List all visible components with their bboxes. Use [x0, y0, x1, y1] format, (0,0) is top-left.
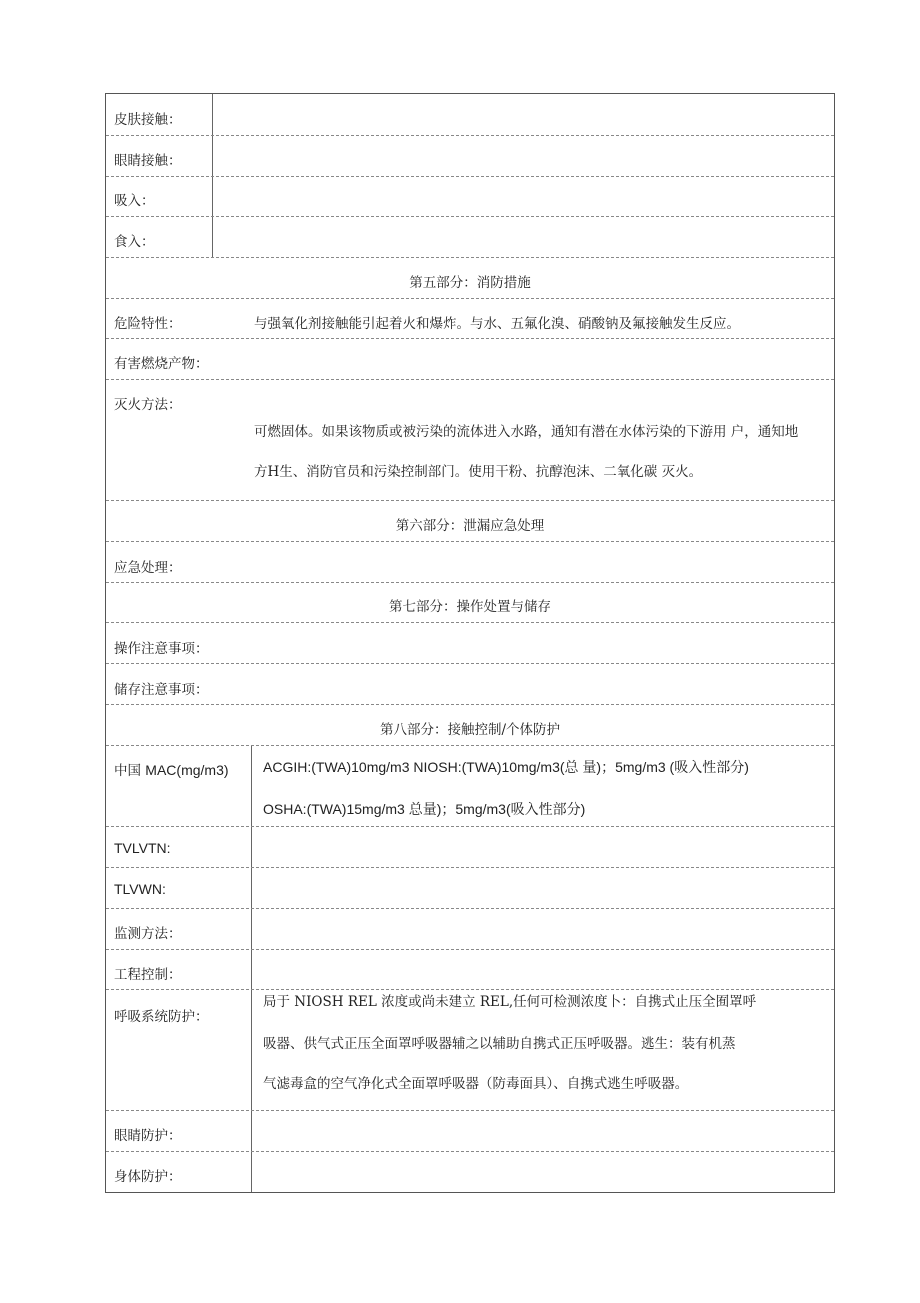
value-resp-line3: 气滤毒盒的空气净化式全面罩呼吸器（防毒面具）、自携式逃生呼吸器。: [263, 1076, 689, 1092]
label-eye-contact: 眼睛接触：: [114, 153, 182, 169]
label-storage: 储存注意事项：: [114, 682, 209, 698]
row-tvlvtn: [106, 827, 834, 868]
row-tlvwn: [106, 868, 834, 909]
label-ingestion: 食入：: [114, 234, 155, 250]
label-hazard: 危险特性：: [114, 316, 182, 332]
row-inhalation: [106, 177, 834, 217]
value-resp-line2: 吸器、供气式正压全面罩呼吸器辅之以辅助自携式正压呼吸器。逃生：装有机蒸: [263, 1036, 736, 1052]
value-fire-line2: 方H生、消防官员和污染控制部门。使用干粉、抗醇泡沫、二氧化碳 灭火。: [254, 464, 703, 480]
label-engineering: 工程控制：: [114, 967, 182, 983]
row-engineering: [106, 950, 834, 990]
row-fire-fighting: [106, 380, 834, 501]
row-eye-contact: [106, 136, 834, 177]
label-emergency: 应急处理：: [114, 560, 182, 576]
row-eye-protection: [106, 1111, 834, 1152]
value-mac-line1: ACGIH:(TWA)10mg/m3 NIOSH:(TWA)10mg/m3(总 量)；5mg/m3 (吸入性部分): [263, 759, 749, 775]
label-body-protection: 身体防护：: [114, 1169, 182, 1185]
section5-heading: 第五部分：消防措施: [409, 275, 531, 291]
label-combustion-products: 有害燃烧产物：: [114, 356, 209, 372]
row-operation: [106, 623, 834, 664]
section5-heading-row: [106, 258, 834, 299]
msds-table: [105, 93, 835, 1193]
value-mac-line2: OSHA:(TWA)15mg/m3 总量)；5mg/m3(吸入性部分): [263, 801, 586, 817]
label-eye-protection: 眼睛防护：: [114, 1128, 182, 1144]
label-tlvwn: TLVWN:: [114, 881, 166, 897]
value-hazard: 与强氧化剂接触能引起着火和爆炸。与水、五氟化溴、硝酸钠及氟接触发生反应。: [254, 316, 740, 332]
label-skin-contact: 皮肤接触：: [114, 112, 182, 128]
label-monitoring: 监测方法：: [114, 926, 182, 942]
row-respiratory: [106, 990, 834, 1111]
label-mac: [114, 759, 229, 779]
row-body-protection: [106, 1152, 834, 1192]
row-mac: [106, 746, 834, 827]
label-mac-cn: 中国: [114, 763, 141, 779]
section6-heading: 第六部分：泄漏应急处理: [395, 518, 545, 534]
label-fire-fighting: 灭火方法：: [114, 397, 182, 413]
label-respiratory: 呼吸系统防护：: [114, 1009, 209, 1025]
label-tvlvtn: TVLVTN:: [114, 840, 171, 856]
section7-heading-row: [106, 583, 834, 623]
row-emergency: [106, 542, 834, 583]
row-hazard: [106, 299, 834, 339]
value-resp-line1: 局于 NIOSH REL 浓度或尚未建立 REL,任何可检测浓度卜：自携式止压全囿罩呼: [263, 994, 757, 1010]
section6-heading-row: [106, 501, 834, 542]
row-ingestion: [106, 217, 834, 258]
section8-heading-row: [106, 705, 834, 746]
row-combustion-products: [106, 339, 834, 380]
label-operation: 操作注意事项：: [114, 641, 209, 657]
row-monitoring: [106, 909, 834, 950]
label-mac-unit: MAC(mg/m3): [145, 762, 229, 778]
label-inhalation: 吸入：: [114, 193, 155, 209]
row-skin-contact: [106, 94, 834, 136]
value-fire-line1: 可燃固体。如果该物质或被污染的流体进入水路，通知有潜在水体污染的下游用 户，通知地: [254, 424, 799, 440]
section7-heading: 第七部分：操作处置与储存: [389, 599, 551, 615]
section8-heading: 第八部分：接触控制/个体防护: [379, 722, 561, 738]
row-storage: [106, 664, 834, 705]
